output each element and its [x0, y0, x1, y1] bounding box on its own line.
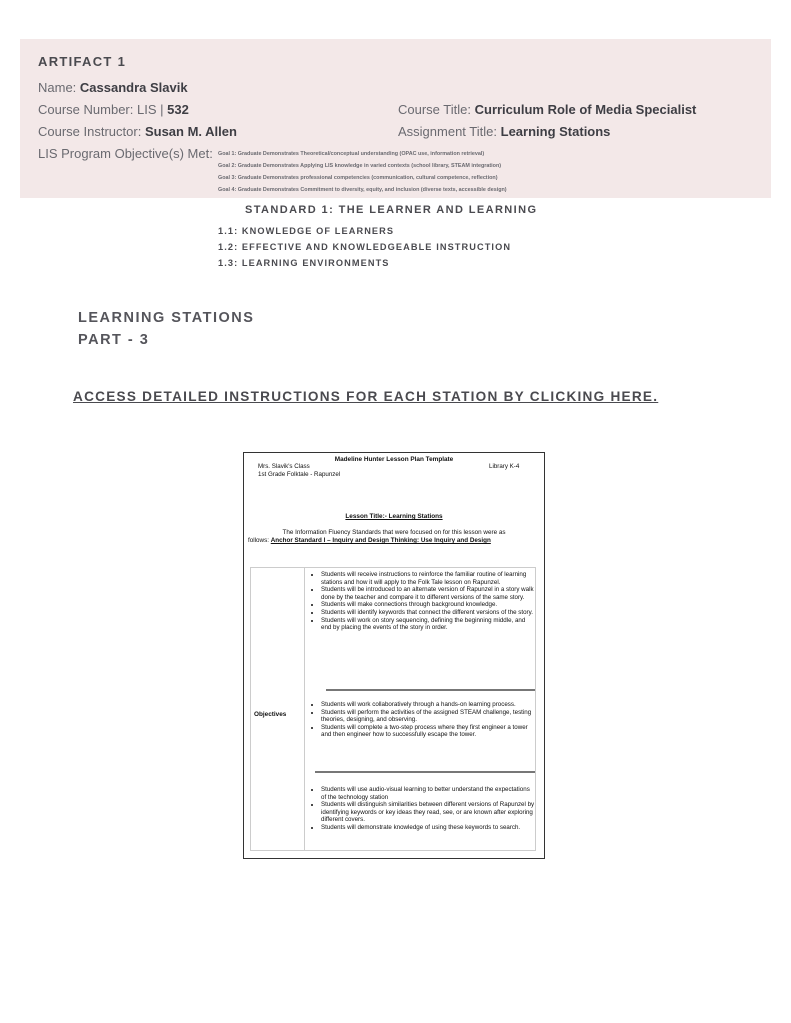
objective-item: • Students will work collaboratively through a hands-on learning process.	[321, 701, 535, 709]
template-title: Madeline Hunter Lesson Plan Template	[334, 456, 454, 463]
goal-2: Goal 2: Graduate Demonstrates Applying LIS knowledge in varied contexts (school library, STEAM integration)	[218, 163, 502, 169]
course-title-value: Curriculum Role of Media Specialist	[474, 102, 697, 117]
instructor-row	[38, 124, 237, 139]
objective-item: • Students will demonstrate knowledge of using these keywords to search.	[321, 824, 535, 832]
objective-item: • Students will perform the activities of the assigned STEAM challenge, testing theories, designing, and observing.	[321, 709, 535, 724]
goal-1: Goal 1: Graduate Demonstrates Theoretical/conceptual understanding (OPAC use, information retrieval)	[218, 151, 485, 157]
assignment-value: Learning Stations	[500, 124, 611, 139]
course-title-label: Course Title:	[398, 102, 471, 117]
standard-title: STANDARD 1: THE LEARNER AND LEARNING	[245, 204, 538, 216]
objectives-label: Objectives	[254, 711, 287, 718]
assignment-label: Assignment Title:	[398, 124, 497, 139]
goal-3: Goal 3: Graduate Demonstrates professional competencies (communication, cultural competence, reflection)	[218, 175, 498, 181]
objectives-table	[250, 567, 536, 851]
standard-item: 1.1: KNOWLEDGE OF LEARNERS	[218, 226, 395, 236]
divider	[315, 771, 535, 773]
course-number-row	[38, 102, 189, 117]
instructor-label: Course Instructor:	[38, 124, 142, 139]
standard-item: 1.2: EFFECTIVE AND KNOWLEDGEABLE INSTRUCTION	[218, 242, 512, 252]
objective-item: • Students will identify keywords that connect the different versions of the story.	[321, 609, 535, 617]
name-value: Cassandra Slavik	[79, 80, 188, 95]
name-label: Name:	[38, 80, 77, 95]
standards-follows: follows:	[248, 537, 269, 544]
objective-item: • Students will receive instructions to reinforce the familiar routine of learning stations and how it will apply to the Folk Tale lesson on Rapunzel.	[321, 571, 535, 586]
section-subtitle: PART - 3	[78, 332, 150, 348]
artifact-title: ARTIFACT 1	[38, 54, 127, 69]
course-number-value: 532	[167, 102, 189, 117]
objective-group-1	[309, 571, 535, 632]
instructions-link[interactable]: ACCESS DETAILED INSTRUCTIONS FOR EACH STATION BY CLICKING HERE.	[73, 389, 659, 404]
objective-item: • Students will distinguish similarities between different versions of Rapunzel by identifying keywords or key ideas they read, see, or are known after exploring different covers.	[321, 801, 535, 824]
instructor-value: Susan M. Allen	[144, 124, 237, 139]
standard-item: 1.3: LEARNING ENVIRONMENTS	[218, 258, 390, 268]
course-number-label: Course Number: LIS |	[38, 102, 164, 117]
objectives-label: LIS Program Objective(s) Met:	[38, 146, 213, 161]
objective-item: • Students will be introduced to an alternate version of Rapunzel in a story walk done by the teacher and compare it to different versions of the same story.	[321, 586, 535, 601]
standards-intro: The Information Fluency Standards that were focused on for this lesson were as	[282, 529, 506, 536]
objective-group-3	[309, 786, 535, 832]
name-row	[38, 80, 188, 95]
goal-4: Goal 4: Graduate Demonstrates Commitment to diversity, equity, and inclusion (diverse texts, accessible design)	[218, 187, 507, 193]
divider	[326, 689, 535, 691]
objective-item: • Students will make connections through background knowledge.	[321, 601, 535, 609]
lesson-plan-document	[243, 452, 545, 859]
lesson-title: Lesson Title:- Learning Stations	[345, 513, 443, 520]
objective-item: • Students will work on story sequencing, defining the beginning middle, and end by placing the events of the story in order.	[321, 617, 535, 632]
objective-item: • Students will complete a two-step process where they first engineer a tower and then engineer how to successfully escape the tower.	[321, 724, 535, 739]
library-grade: Library K-4	[489, 463, 520, 470]
anchor-standard-line	[248, 537, 491, 544]
course-title-row	[398, 102, 696, 117]
section-title: LEARNING STATIONS	[78, 310, 255, 326]
assignment-row	[398, 124, 610, 139]
grade-topic: 1st Grade Folktale - Rapunzel	[258, 471, 341, 478]
class-name: Mrs. Slavik's Class	[258, 463, 310, 470]
objective-item: • Students will use audio-visual learning to better understand the expectations of the technology station	[321, 786, 535, 801]
objectives-label-cell	[251, 568, 305, 850]
objective-group-2	[309, 701, 535, 739]
anchor-standard: Anchor Standard I – Inquiry and Design Thinking: Use Inquiry and Design	[270, 537, 491, 544]
